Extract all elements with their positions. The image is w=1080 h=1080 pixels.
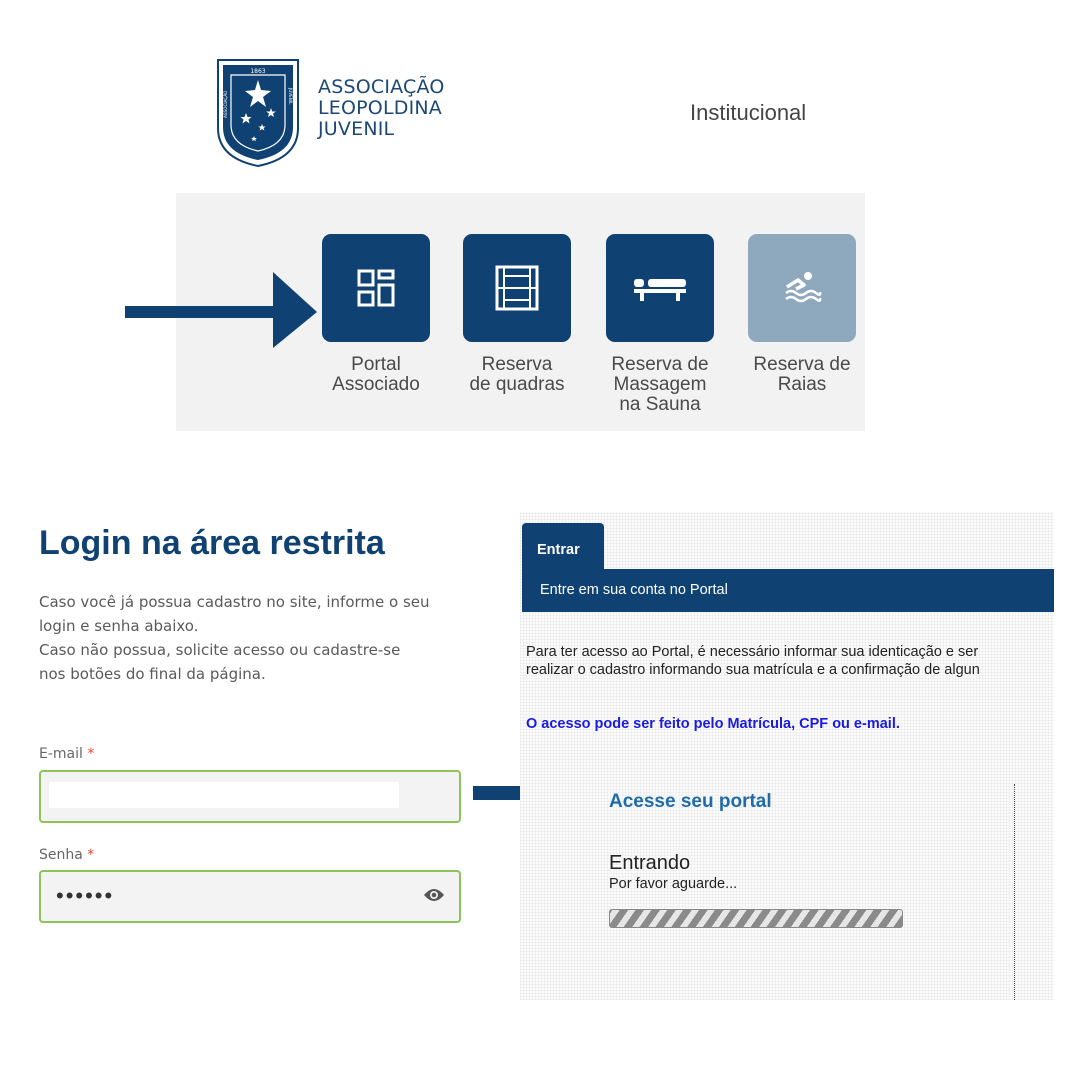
brand-name — [318, 77, 445, 140]
dashboard-grid-icon[interactable] — [322, 234, 430, 342]
portal-description: Para ter acesso ao Portal, é necessário informar sua identicação e ser realizar o cadastro informando sua matrícula e a confirmação de algun — [526, 644, 980, 678]
club-logo[interactable] — [216, 58, 300, 168]
service-label: Reserva de Massagem na Sauna — [611, 354, 709, 415]
brand-line: LEOPOLDINA — [318, 97, 442, 119]
tab-entrar[interactable]: Entrar — [522, 523, 604, 569]
nav-link-institucional[interactable]: Institucional — [690, 100, 807, 125]
pointer-arrow-icon — [125, 270, 317, 350]
password-label: Senha * — [39, 847, 95, 863]
loading-subtitle: Por favor aguarde... — [609, 876, 738, 892]
service-label: Reserva de quadras — [469, 354, 565, 395]
brand-line: JUVENIL — [318, 118, 395, 140]
service-reserva-quadras[interactable] — [463, 234, 571, 395]
service-reserva-raias[interactable] — [748, 234, 856, 395]
show-password-icon[interactable] — [423, 887, 445, 903]
loading-progress-bar — [609, 909, 903, 928]
divider — [1014, 784, 1015, 1000]
service-label: Portal Associado — [332, 354, 420, 395]
access-note: O acesso pode ser feito pelo Matrícula, CPF ou e-mail. — [526, 716, 900, 732]
service-reserva-massagem[interactable] — [606, 234, 714, 415]
massage-bed-icon[interactable] — [606, 234, 714, 342]
service-label: Reserva de Raias — [753, 354, 851, 395]
loading-title: Entrando — [609, 852, 691, 874]
section-title: Acesse seu portal — [609, 791, 772, 812]
court-icon[interactable] — [463, 234, 571, 342]
password-value: •••••• — [56, 883, 115, 908]
portal-subheader: Entre em sua conta no Portal — [522, 569, 1054, 612]
brand-line: ASSOCIAÇÃO — [318, 76, 445, 98]
service-portal-associado[interactable] — [322, 234, 430, 395]
login-title: Login na área restrita — [39, 524, 385, 562]
email-label: E-mail * — [39, 746, 95, 762]
portal-login-panel — [520, 512, 1054, 1000]
logo-year: 1863 — [250, 68, 266, 75]
svg-text:ASSOCIAÇÃO: ASSOCIAÇÃO — [223, 90, 228, 118]
email-field[interactable] — [39, 770, 461, 823]
login-instructions: Caso você já possua cadastro no site, informe o seu login e senha abaixo. Caso não possua, solicite acesso ou cadastre-se nos botões do final da página. — [39, 593, 430, 683]
email-value-redacted — [49, 782, 399, 808]
password-field[interactable] — [39, 870, 461, 923]
svg-text:JUVENIL: JUVENIL — [288, 88, 293, 105]
swimmer-icon[interactable] — [748, 234, 856, 342]
